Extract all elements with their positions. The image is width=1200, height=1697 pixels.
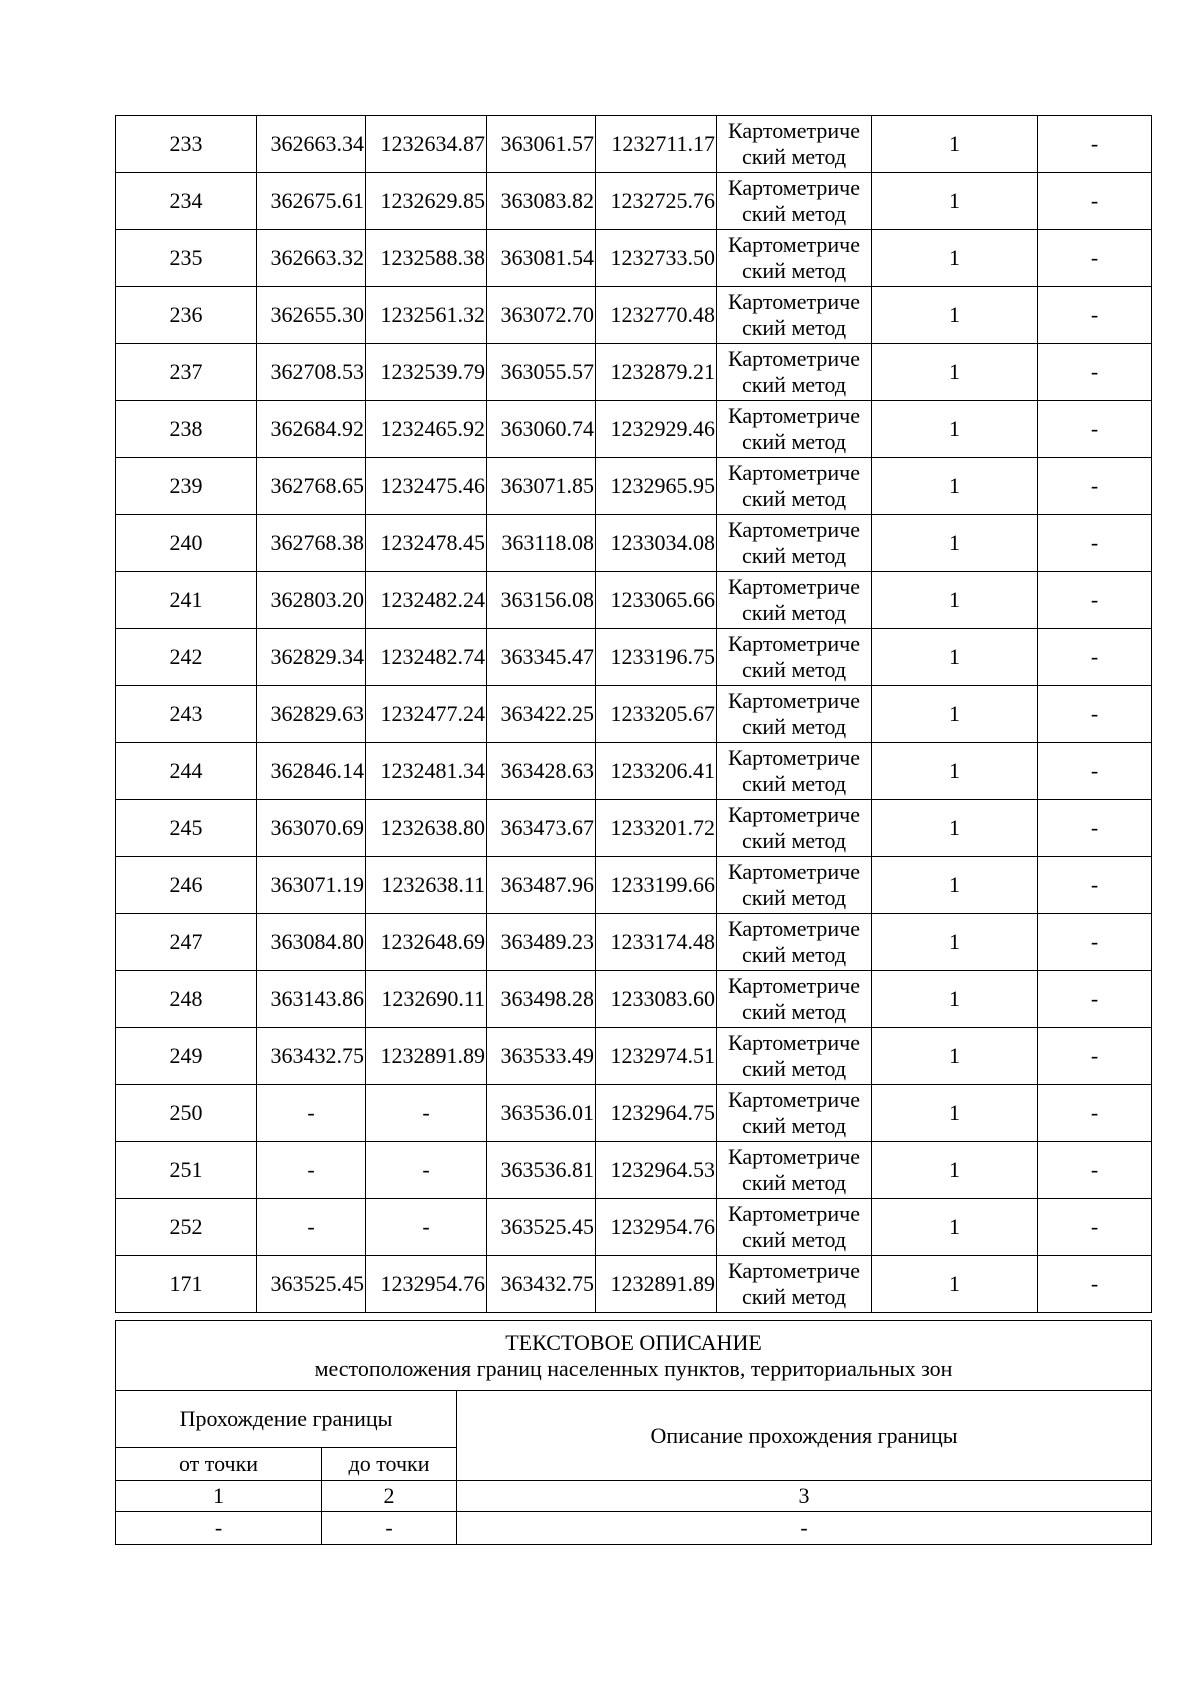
point-number-cell: 251 bbox=[116, 1142, 257, 1199]
y-new-cell: 1232954.76 bbox=[596, 1199, 717, 1256]
point-number-cell: 245 bbox=[116, 800, 257, 857]
row-description-value: - bbox=[457, 1512, 1152, 1545]
y-old-cell: - bbox=[366, 1199, 487, 1256]
x-new-cell: 363489.23 bbox=[487, 914, 596, 971]
accuracy-cell: 1 bbox=[872, 1256, 1038, 1313]
x-old-cell: 362663.32 bbox=[257, 230, 366, 287]
note-cell: - bbox=[1038, 857, 1152, 914]
note-cell: - bbox=[1038, 287, 1152, 344]
table-row bbox=[116, 230, 1152, 287]
y-old-cell: 1232465.92 bbox=[366, 401, 487, 458]
table-row bbox=[116, 686, 1152, 743]
note-cell: - bbox=[1038, 230, 1152, 287]
y-new-cell: 1233201.72 bbox=[596, 800, 717, 857]
accuracy-cell: 1 bbox=[872, 458, 1038, 515]
x-new-cell: 363072.70 bbox=[487, 287, 596, 344]
y-old-cell: - bbox=[366, 1142, 487, 1199]
point-number-cell: 240 bbox=[116, 515, 257, 572]
note-cell: - bbox=[1038, 458, 1152, 515]
y-new-cell: 1232879.21 bbox=[596, 344, 717, 401]
accuracy-cell: 1 bbox=[872, 173, 1038, 230]
accuracy-cell: 1 bbox=[872, 515, 1038, 572]
x-old-cell: 362675.61 bbox=[257, 173, 366, 230]
x-old-cell: - bbox=[257, 1142, 366, 1199]
column-number-1: 1 bbox=[116, 1481, 322, 1512]
column-number-3: 3 bbox=[457, 1481, 1152, 1512]
header-from-point: от точки bbox=[116, 1448, 322, 1481]
x-old-cell: 362684.92 bbox=[257, 401, 366, 458]
accuracy-cell: 1 bbox=[872, 344, 1038, 401]
x-new-cell: 363061.57 bbox=[487, 116, 596, 173]
x-new-cell: 363055.57 bbox=[487, 344, 596, 401]
x-old-cell: 363070.69 bbox=[257, 800, 366, 857]
x-old-cell: 362803.20 bbox=[257, 572, 366, 629]
accuracy-cell: 1 bbox=[872, 743, 1038, 800]
table-row bbox=[116, 629, 1152, 686]
y-new-cell: 1232974.51 bbox=[596, 1028, 717, 1085]
y-new-cell: 1233083.60 bbox=[596, 971, 717, 1028]
point-number-cell: 244 bbox=[116, 743, 257, 800]
accuracy-cell: 1 bbox=[872, 686, 1038, 743]
note-cell: - bbox=[1038, 914, 1152, 971]
x-new-cell: 363422.25 bbox=[487, 686, 596, 743]
x-new-cell: 363081.54 bbox=[487, 230, 596, 287]
method-cell: Картометриче ский метод bbox=[717, 515, 872, 572]
method-cell: Картометриче ский метод bbox=[717, 686, 872, 743]
x-old-cell: 363143.86 bbox=[257, 971, 366, 1028]
method-cell: Картометриче ский метод bbox=[717, 914, 872, 971]
note-cell: - bbox=[1038, 173, 1152, 230]
x-old-cell: 362829.63 bbox=[257, 686, 366, 743]
x-old-cell: - bbox=[257, 1085, 366, 1142]
note-cell: - bbox=[1038, 1028, 1152, 1085]
method-cell: Картометриче ский метод bbox=[717, 800, 872, 857]
table-row bbox=[116, 458, 1152, 515]
x-new-cell: 363432.75 bbox=[487, 1256, 596, 1313]
x-old-cell: 362663.34 bbox=[257, 116, 366, 173]
x-new-cell: 363118.08 bbox=[487, 515, 596, 572]
y-old-cell: 1232482.24 bbox=[366, 572, 487, 629]
table-row bbox=[116, 1256, 1152, 1313]
accuracy-cell: 1 bbox=[872, 1085, 1038, 1142]
x-old-cell: 363084.80 bbox=[257, 914, 366, 971]
y-old-cell: 1232648.69 bbox=[366, 914, 487, 971]
x-new-cell: 363533.49 bbox=[487, 1028, 596, 1085]
note-cell: - bbox=[1038, 1199, 1152, 1256]
y-new-cell: 1232891.89 bbox=[596, 1256, 717, 1313]
description-title: ТЕКСТОВОЕ ОПИСАНИЕ bbox=[505, 1329, 762, 1355]
method-cell: Картометриче ский метод bbox=[717, 971, 872, 1028]
note-cell: - bbox=[1038, 116, 1152, 173]
method-cell: Картометриче ский метод bbox=[717, 230, 872, 287]
x-new-cell: 363345.47 bbox=[487, 629, 596, 686]
y-new-cell: 1233196.75 bbox=[596, 629, 717, 686]
point-number-cell: 236 bbox=[116, 287, 257, 344]
table-row bbox=[116, 287, 1152, 344]
table-row bbox=[116, 344, 1152, 401]
note-cell: - bbox=[1038, 686, 1152, 743]
column-number-2: 2 bbox=[322, 1481, 457, 1512]
x-old-cell: 362655.30 bbox=[257, 287, 366, 344]
point-number-cell: 250 bbox=[116, 1085, 257, 1142]
point-number-cell: 247 bbox=[116, 914, 257, 971]
method-cell: Картометриче ский метод bbox=[717, 1199, 872, 1256]
method-cell: Картометриче ский метод bbox=[717, 458, 872, 515]
note-cell: - bbox=[1038, 971, 1152, 1028]
method-cell: Картометриче ский метод bbox=[717, 344, 872, 401]
x-old-cell: 363525.45 bbox=[257, 1256, 366, 1313]
accuracy-cell: 1 bbox=[872, 1028, 1038, 1085]
y-new-cell: 1232725.76 bbox=[596, 173, 717, 230]
table-row bbox=[116, 572, 1152, 629]
x-old-cell: 362768.38 bbox=[257, 515, 366, 572]
point-number-cell: 171 bbox=[116, 1256, 257, 1313]
y-new-cell: 1232964.75 bbox=[596, 1085, 717, 1142]
y-old-cell: 1232539.79 bbox=[366, 344, 487, 401]
y-new-cell: 1233199.66 bbox=[596, 857, 717, 914]
y-new-cell: 1232929.46 bbox=[596, 401, 717, 458]
description-table bbox=[115, 1320, 1152, 1545]
point-number-cell: 242 bbox=[116, 629, 257, 686]
x-old-cell: 362768.65 bbox=[257, 458, 366, 515]
coordinates-table bbox=[115, 115, 1152, 1313]
x-old-cell: - bbox=[257, 1199, 366, 1256]
note-cell: - bbox=[1038, 344, 1152, 401]
y-new-cell: 1232964.53 bbox=[596, 1142, 717, 1199]
note-cell: - bbox=[1038, 515, 1152, 572]
note-cell: - bbox=[1038, 1085, 1152, 1142]
table-row bbox=[116, 515, 1152, 572]
accuracy-cell: 1 bbox=[872, 971, 1038, 1028]
row-from-value: - bbox=[116, 1512, 322, 1545]
table-row bbox=[116, 1028, 1152, 1085]
note-cell: - bbox=[1038, 743, 1152, 800]
method-cell: Картометриче ский метод bbox=[717, 629, 872, 686]
header-to-point: до точки bbox=[322, 1448, 457, 1481]
y-old-cell: 1232588.38 bbox=[366, 230, 487, 287]
method-cell: Картометриче ский метод bbox=[717, 857, 872, 914]
description-title-cell bbox=[116, 1321, 1152, 1391]
note-cell: - bbox=[1038, 401, 1152, 458]
point-number-cell: 237 bbox=[116, 344, 257, 401]
x-new-cell: 363060.74 bbox=[487, 401, 596, 458]
accuracy-cell: 1 bbox=[872, 914, 1038, 971]
x-old-cell: 363432.75 bbox=[257, 1028, 366, 1085]
y-old-cell: 1232634.87 bbox=[366, 116, 487, 173]
y-old-cell: 1232482.74 bbox=[366, 629, 487, 686]
y-new-cell: 1233174.48 bbox=[596, 914, 717, 971]
method-cell: Картометриче ский метод bbox=[717, 743, 872, 800]
y-old-cell: 1232481.34 bbox=[366, 743, 487, 800]
method-cell: Картометриче ский метод bbox=[717, 1085, 872, 1142]
accuracy-cell: 1 bbox=[872, 116, 1038, 173]
y-old-cell: 1232561.32 bbox=[366, 287, 487, 344]
x-old-cell: 362829.34 bbox=[257, 629, 366, 686]
y-new-cell: 1232965.95 bbox=[596, 458, 717, 515]
method-cell: Картометриче ский метод bbox=[717, 173, 872, 230]
y-new-cell: 1233206.41 bbox=[596, 743, 717, 800]
x-new-cell: 363071.85 bbox=[487, 458, 596, 515]
table-row bbox=[116, 1142, 1152, 1199]
y-old-cell: 1232638.80 bbox=[366, 800, 487, 857]
point-number-cell: 243 bbox=[116, 686, 257, 743]
point-number-cell: 248 bbox=[116, 971, 257, 1028]
note-cell: - bbox=[1038, 800, 1152, 857]
description-subtitle: местоположения границ населенных пунктов, территориальных зон bbox=[314, 1355, 953, 1381]
x-new-cell: 363536.01 bbox=[487, 1085, 596, 1142]
table-row bbox=[116, 914, 1152, 971]
table-row bbox=[116, 401, 1152, 458]
table-row bbox=[116, 800, 1152, 857]
accuracy-cell: 1 bbox=[872, 1142, 1038, 1199]
y-new-cell: 1233034.08 bbox=[596, 515, 717, 572]
accuracy-cell: 1 bbox=[872, 230, 1038, 287]
y-old-cell: 1232690.11 bbox=[366, 971, 487, 1028]
method-cell: Картометриче ский метод bbox=[717, 1028, 872, 1085]
y-old-cell: 1232638.11 bbox=[366, 857, 487, 914]
row-to-value: - bbox=[322, 1512, 457, 1545]
accuracy-cell: 1 bbox=[872, 401, 1038, 458]
table-row bbox=[116, 971, 1152, 1028]
y-old-cell: 1232954.76 bbox=[366, 1256, 487, 1313]
y-new-cell: 1233205.67 bbox=[596, 686, 717, 743]
x-new-cell: 363156.08 bbox=[487, 572, 596, 629]
x-old-cell: 362708.53 bbox=[257, 344, 366, 401]
method-cell: Картометриче ский метод bbox=[717, 116, 872, 173]
x-old-cell: 363071.19 bbox=[257, 857, 366, 914]
accuracy-cell: 1 bbox=[872, 287, 1038, 344]
y-old-cell: - bbox=[366, 1085, 487, 1142]
point-number-cell: 241 bbox=[116, 572, 257, 629]
coordinates-table-body bbox=[116, 116, 1152, 1313]
header-passage: Прохождение границы bbox=[116, 1391, 457, 1448]
point-number-cell: 233 bbox=[116, 116, 257, 173]
x-new-cell: 363525.45 bbox=[487, 1199, 596, 1256]
x-new-cell: 363428.63 bbox=[487, 743, 596, 800]
method-cell: Картометриче ский метод bbox=[717, 1142, 872, 1199]
accuracy-cell: 1 bbox=[872, 1199, 1038, 1256]
note-cell: - bbox=[1038, 629, 1152, 686]
accuracy-cell: 1 bbox=[872, 800, 1038, 857]
header-description: Описание прохождения границы bbox=[457, 1391, 1152, 1481]
point-number-cell: 234 bbox=[116, 173, 257, 230]
table-row bbox=[116, 116, 1152, 173]
note-cell: - bbox=[1038, 1142, 1152, 1199]
y-old-cell: 1232477.24 bbox=[366, 686, 487, 743]
method-cell: Картометриче ский метод bbox=[717, 287, 872, 344]
y-new-cell: 1232733.50 bbox=[596, 230, 717, 287]
accuracy-cell: 1 bbox=[872, 572, 1038, 629]
x-new-cell: 363536.81 bbox=[487, 1142, 596, 1199]
y-old-cell: 1232629.85 bbox=[366, 173, 487, 230]
point-number-cell: 239 bbox=[116, 458, 257, 515]
point-number-cell: 246 bbox=[116, 857, 257, 914]
note-cell: - bbox=[1038, 572, 1152, 629]
y-new-cell: 1232711.17 bbox=[596, 116, 717, 173]
note-cell: - bbox=[1038, 1256, 1152, 1313]
point-number-cell: 238 bbox=[116, 401, 257, 458]
x-old-cell: 362846.14 bbox=[257, 743, 366, 800]
y-old-cell: 1232478.45 bbox=[366, 515, 487, 572]
y-new-cell: 1233065.66 bbox=[596, 572, 717, 629]
x-new-cell: 363473.67 bbox=[487, 800, 596, 857]
point-number-cell: 252 bbox=[116, 1199, 257, 1256]
x-new-cell: 363498.28 bbox=[487, 971, 596, 1028]
accuracy-cell: 1 bbox=[872, 629, 1038, 686]
table-row bbox=[116, 173, 1152, 230]
point-number-cell: 249 bbox=[116, 1028, 257, 1085]
y-old-cell: 1232891.89 bbox=[366, 1028, 487, 1085]
accuracy-cell: 1 bbox=[872, 857, 1038, 914]
table-row bbox=[116, 1085, 1152, 1142]
method-cell: Картометриче ский метод bbox=[717, 1256, 872, 1313]
table-row bbox=[116, 743, 1152, 800]
table-row bbox=[116, 857, 1152, 914]
y-old-cell: 1232475.46 bbox=[366, 458, 487, 515]
method-cell: Картометриче ский метод bbox=[717, 401, 872, 458]
point-number-cell: 235 bbox=[116, 230, 257, 287]
x-new-cell: 363083.82 bbox=[487, 173, 596, 230]
x-new-cell: 363487.96 bbox=[487, 857, 596, 914]
table-row bbox=[116, 1199, 1152, 1256]
method-cell: Картометриче ский метод bbox=[717, 572, 872, 629]
y-new-cell: 1232770.48 bbox=[596, 287, 717, 344]
